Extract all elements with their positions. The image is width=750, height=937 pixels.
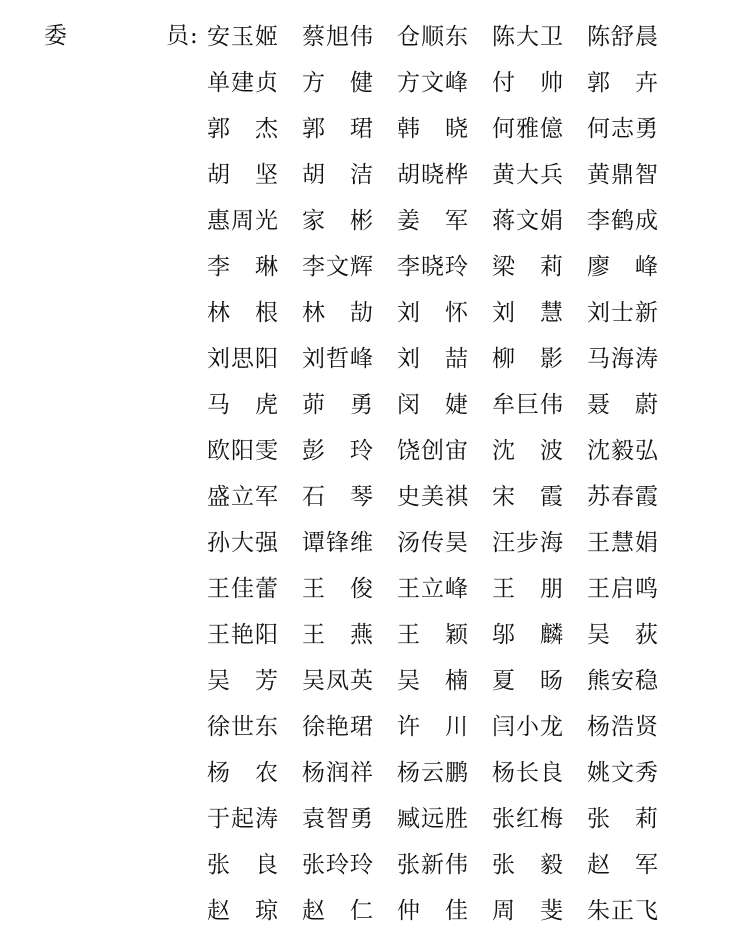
member-name: 王 俊 <box>302 576 373 602</box>
member-name: 张新伟 <box>397 852 468 878</box>
member-name: 茆 勇 <box>302 392 373 418</box>
member-name: 臧远胜 <box>397 806 468 832</box>
member-name: 马 虎 <box>207 392 278 418</box>
member-name: 袁智勇 <box>302 806 373 832</box>
member-name: 付 帅 <box>492 70 563 96</box>
member-name: 闫小龙 <box>492 714 563 740</box>
member-name: 杨浩贤 <box>587 714 658 740</box>
member-name: 陈大卫 <box>492 24 563 50</box>
member-name-grid <box>207 14 677 934</box>
member-name: 李 琳 <box>207 254 278 280</box>
member-name: 林 根 <box>207 300 278 326</box>
member-name: 刘 怀 <box>397 300 468 326</box>
member-name: 夏 旸 <box>492 668 563 694</box>
member-name: 张玲玲 <box>302 852 373 878</box>
member-name: 王艳阳 <box>207 622 278 648</box>
member-name: 胡晓桦 <box>397 162 468 188</box>
member-name: 宋 霞 <box>492 484 563 510</box>
member-name: 赵 琼 <box>207 898 278 924</box>
member-name: 周 斐 <box>492 898 563 924</box>
member-name: 饶创宙 <box>397 438 468 464</box>
member-name: 苏春霞 <box>587 484 658 510</box>
member-name: 王 燕 <box>302 622 373 648</box>
member-name: 朱正飞 <box>587 898 658 924</box>
member-name: 李晓玲 <box>397 254 468 280</box>
member-name: 汤传昊 <box>397 530 468 556</box>
role-label-colon: : <box>190 23 198 49</box>
member-name: 牟巨伟 <box>492 392 563 418</box>
member-name: 胡 坚 <box>207 162 278 188</box>
member-name: 韩 晓 <box>397 116 468 142</box>
member-name: 仲 佳 <box>397 898 468 924</box>
member-name: 熊安稳 <box>587 668 658 694</box>
member-name: 王 颖 <box>397 622 468 648</box>
member-name: 盛立军 <box>207 484 278 510</box>
member-name: 张红梅 <box>492 806 563 832</box>
member-name: 郭 杰 <box>207 116 278 142</box>
member-name: 蒋文娟 <box>492 208 563 234</box>
member-name: 吴 芳 <box>207 668 278 694</box>
role-label <box>44 18 204 54</box>
member-name: 孙大强 <box>207 530 278 556</box>
role-label-first-char: 委 <box>44 23 67 49</box>
member-name: 杨云鹏 <box>397 760 468 786</box>
member-name: 郭 卉 <box>587 70 658 96</box>
member-name: 马海涛 <box>587 346 658 372</box>
member-name: 王佳蕾 <box>207 576 278 602</box>
member-name: 许 川 <box>397 714 468 740</box>
member-name: 胡 洁 <box>302 162 373 188</box>
member-name: 方 健 <box>302 70 373 96</box>
member-name: 徐世东 <box>207 714 278 740</box>
member-name: 张 毅 <box>492 852 563 878</box>
member-name: 刘士新 <box>587 300 658 326</box>
member-name: 赵 军 <box>587 852 658 878</box>
member-name: 沈 波 <box>492 438 563 464</box>
member-name: 邬 麟 <box>492 622 563 648</box>
role-label-second-char: 员 <box>166 23 189 49</box>
member-name: 欧阳雯 <box>207 438 278 464</box>
member-name: 石 琴 <box>302 484 373 510</box>
member-name: 柳 影 <box>492 346 563 372</box>
member-name: 吴 楠 <box>397 668 468 694</box>
member-name: 仓顺东 <box>397 24 468 50</box>
member-name: 张 良 <box>207 852 278 878</box>
member-name: 杨 农 <box>207 760 278 786</box>
member-name: 杨润祥 <box>302 760 373 786</box>
member-name: 蔡旭伟 <box>302 24 373 50</box>
member-name: 何志勇 <box>587 116 658 142</box>
member-name: 梁 莉 <box>492 254 563 280</box>
member-name: 谭锋维 <box>302 530 373 556</box>
member-name: 林 劼 <box>302 300 373 326</box>
member-name: 姚文秀 <box>587 760 658 786</box>
member-name: 徐艳珺 <box>302 714 373 740</box>
member-name: 刘 喆 <box>397 346 468 372</box>
member-name: 于起涛 <box>207 806 278 832</box>
member-name: 史美祺 <box>397 484 468 510</box>
member-name: 吴凤英 <box>302 668 373 694</box>
member-name: 沈毅弘 <box>587 438 658 464</box>
member-name: 安玉姬 <box>207 24 278 50</box>
member-name: 方文峰 <box>397 70 468 96</box>
member-name: 聂 蔚 <box>587 392 658 418</box>
member-name: 赵 仁 <box>302 898 373 924</box>
member-name: 张 莉 <box>587 806 658 832</box>
member-name: 陈舒晨 <box>587 24 658 50</box>
member-name: 彭 玲 <box>302 438 373 464</box>
member-name: 刘哲峰 <box>302 346 373 372</box>
member-name: 吴 荻 <box>587 622 658 648</box>
member-name: 廖 峰 <box>587 254 658 280</box>
member-name: 黄鼎智 <box>587 162 658 188</box>
member-name: 李鹤成 <box>587 208 658 234</box>
member-name: 郭 珺 <box>302 116 373 142</box>
member-name: 闵 婕 <box>397 392 468 418</box>
member-name: 王启鸣 <box>587 576 658 602</box>
member-name: 刘 慧 <box>492 300 563 326</box>
member-name: 单建贞 <box>207 70 278 96</box>
member-name: 汪步海 <box>492 530 563 556</box>
member-name: 黄大兵 <box>492 162 563 188</box>
member-name: 家 彬 <box>302 208 373 234</box>
member-name: 王慧娟 <box>587 530 658 556</box>
member-name: 姜 军 <box>397 208 468 234</box>
member-name: 惠周光 <box>207 208 278 234</box>
member-name: 何雅億 <box>492 116 563 142</box>
member-name: 刘思阳 <box>207 346 278 372</box>
member-name: 王 朋 <box>492 576 563 602</box>
member-name: 王立峰 <box>397 576 468 602</box>
member-name: 李文辉 <box>302 254 373 280</box>
member-name: 杨长良 <box>492 760 563 786</box>
